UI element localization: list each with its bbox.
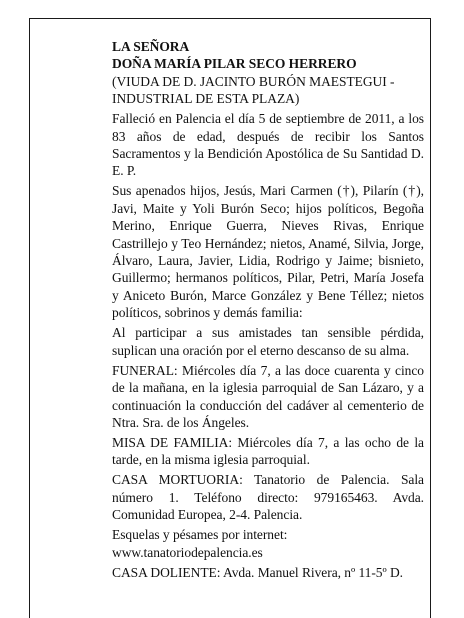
deceased-name: DOÑA MARÍA PILAR SECO HERRERO: [112, 56, 357, 72]
death-announcement: Falleció en Palencia el día 5 de septiembre de 2011, a los 83 años de edad, después de recibir los Santos Sacramentos y la Bendición Apostólica de Su Santidad D. E. P.: [112, 111, 424, 179]
mourning-home-address: CASA DOLIENTE: Avda. Manuel Rivera, nº 11-5º D.: [112, 564, 403, 580]
family-mass-details: MISA DE FAMILIA: Miércoles día 7, a las ocho de la tarde, en la misma iglesia parroquial.: [112, 434, 424, 468]
mortuary-details: CASA MORTUORIA: Tanatorio de Palencia. Sala número 1. Teléfono directo: 979165463. Avda. Comunidad Europea, 2-4. Palencia.: [112, 472, 424, 523]
header-title-line1: LA SEÑORA: [112, 39, 190, 54]
prayer-request: Al participar a sus amistades tan sensible pérdida, suplican una oración por el eterno descanso de su alma.: [112, 325, 424, 358]
obituary-notice: [112, 38, 424, 581]
widow-subtitle: (VIUDA DE D. JACINTO BURÓN MAESTEGUI - INDUSTRIAL DE ESTA PLAZA): [112, 73, 395, 107]
family-list: Sus apenados hijos, Jesús, Mari Carmen (†), Pilarín (†), Javi, Maite y Yoli Burón Seco; hijos políticos, Begoña Merino, Enrique Guerra, Nieves Rivas, Enrique Castrillejo y Teo Hernández; nietos, Anamé, Silvia, Jorge, Álvaro, Laura, Javier, Lidia, Rodrigo y Jaime; bisnieto, Guillermo; hermanos políticos, Pilar, Petri, María Josefa y Aniceto Burón, Marce González y Bene Téllez; nietos políticos, sobrinos y demás familia:: [112, 183, 424, 321]
internet-url: www.tanatoriodepalencia.es: [112, 544, 263, 560]
internet-label: Esquelas y pésames por internet:: [112, 527, 288, 543]
funeral-details: FUNERAL: Miércoles día 7, a las doce cuarenta y cinco de la mañana, en la iglesia parroquial de San Lázaro, y a continuación la conducción del cadáver al cementerio de Ntra. Sra. de los Ángeles.: [112, 362, 424, 430]
